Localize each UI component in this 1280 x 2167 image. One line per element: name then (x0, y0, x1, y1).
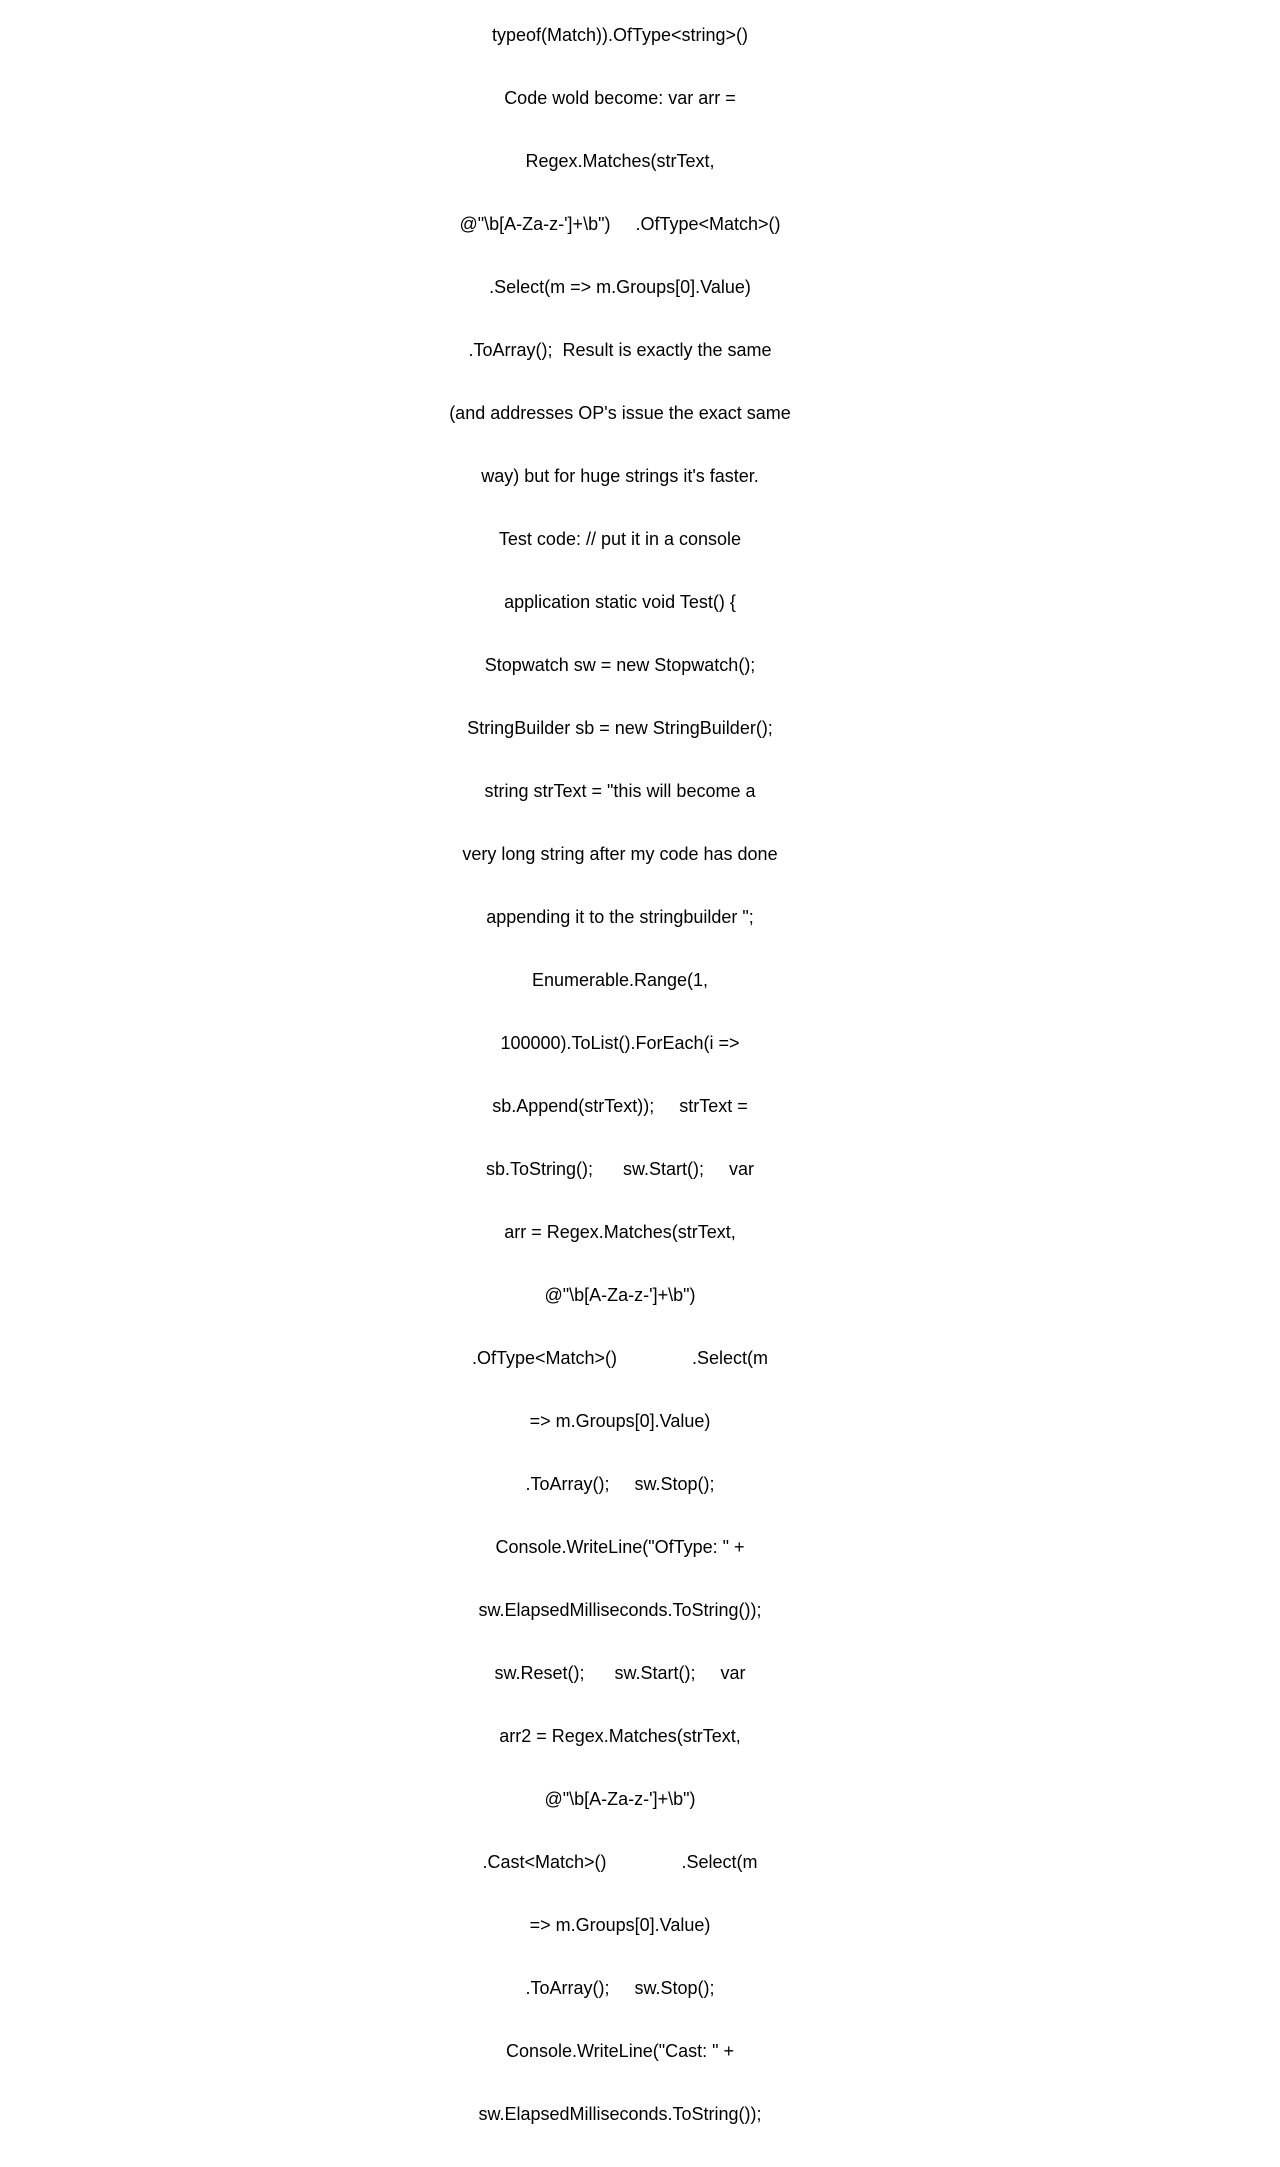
answer-text-column (449, 0, 791, 2167)
text-line: sw.ElapsedMilliseconds.ToString()); (478, 1600, 762, 1620)
text-line: .Cast<Match>() .Select(m (482, 1852, 758, 1872)
text-line: arr2 = Regex.Matches(strText, (499, 1726, 741, 1746)
text-line: way) but for huge strings it's faster. (481, 466, 759, 486)
text-line: sb.ToString(); sw.Start(); var (485, 1159, 755, 1179)
text-line: Code wold become: var arr = (504, 88, 736, 108)
text-line: .ToArray(); sw.Stop(); (525, 1474, 715, 1494)
text-line: (and addresses OP's issue the exact same (449, 403, 791, 423)
text-line: Stopwatch sw = new Stopwatch(); (484, 655, 756, 675)
text-line: .Select(m => m.Groups[0].Value) (489, 277, 751, 297)
text-line: string strText = "this will become a (484, 781, 756, 801)
text-line: Enumerable.Range(1, (531, 970, 709, 990)
text-line: typeof(Match)).OfType<string>() (491, 25, 749, 45)
text-line: sb.Append(strText)); strText = (492, 1096, 748, 1116)
text-line: => m.Groups[0].Value) (529, 1915, 711, 1935)
text-line: @"\b[A-Za-z-']+\b") (544, 1285, 696, 1305)
text-line: arr = Regex.Matches(strText, (504, 1222, 736, 1242)
text-line: Regex.Matches(strText, (525, 151, 715, 171)
text-line: sw.ElapsedMilliseconds.ToString()); (478, 2104, 762, 2124)
text-line: .ToArray(); Result is exactly the same (468, 340, 772, 360)
text-line: appending it to the stringbuilder "; (486, 907, 754, 927)
text-line: Test code: // put it in a console (498, 529, 742, 549)
text-line: very long string after my code has done (462, 844, 778, 864)
text-line: Console.WriteLine("OfType: " + (495, 1537, 745, 1557)
text-line: @"\b[A-Za-z-']+\b") (544, 1789, 696, 1809)
text-line: application static void Test() { (504, 592, 736, 612)
text-line: 100000).ToList().ForEach(i => (500, 1033, 740, 1053)
text-line: .ToArray(); sw.Stop(); (525, 1978, 715, 1998)
text-line: @"\b[A-Za-z-']+\b") .OfType<Match>() (459, 214, 781, 234)
text-line: StringBuilder sb = new StringBuilder(); (467, 718, 773, 738)
text-line: .OfType<Match>() .Select(m (471, 1348, 769, 1368)
text-line: sw.Reset(); sw.Start(); var (494, 1663, 746, 1683)
text-line: Console.WriteLine("Cast: " + (505, 2041, 735, 2061)
text-line: => m.Groups[0].Value) (529, 1411, 711, 1431)
